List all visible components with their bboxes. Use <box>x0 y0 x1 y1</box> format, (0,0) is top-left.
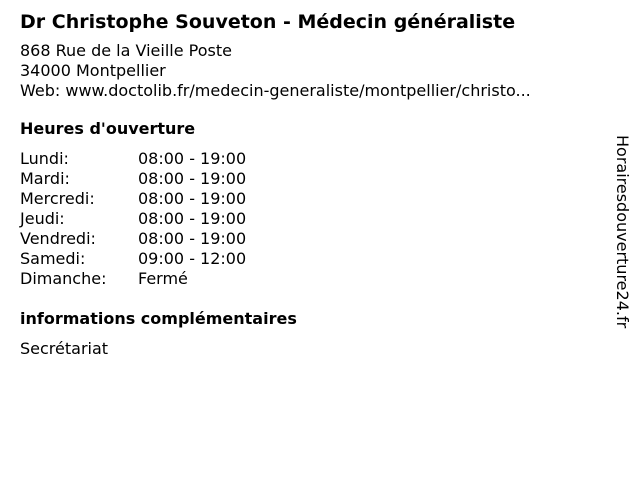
hours-row-monday <box>20 149 600 169</box>
hours-value: 08:00 - 19:00 <box>138 189 247 208</box>
hours-value: 08:00 - 19:00 <box>138 229 247 248</box>
day-label: Dimanche: <box>20 269 107 288</box>
day-label: Lundi: <box>20 149 69 168</box>
day-label: Samedi: <box>20 249 86 268</box>
website-link[interactable]: Web: www.doctolib.fr/medecin-generaliste/montpellier/christo... <box>20 81 531 100</box>
additional-info-text: Secrétariat <box>20 339 109 358</box>
hours-row-thursday <box>20 209 600 229</box>
hours-row-friday <box>20 229 600 249</box>
additional-info-heading: informations complémentaires <box>20 309 297 328</box>
day-label: Mercredi: <box>20 189 95 208</box>
business-card <box>20 9 600 359</box>
site-watermark: Horairesdouverture24.fr <box>613 135 632 329</box>
hours-value: 08:00 - 19:00 <box>138 209 247 228</box>
hours-value: 08:00 - 19:00 <box>138 169 247 188</box>
address-city: 34000 Montpellier <box>20 61 166 80</box>
day-label: Jeudi: <box>20 209 65 228</box>
opening-hours-table <box>20 149 600 289</box>
opening-hours-heading: Heures d'ouverture <box>20 119 196 138</box>
hours-value: 09:00 - 12:00 <box>138 249 247 268</box>
day-label: Vendredi: <box>20 229 96 248</box>
hours-row-saturday <box>20 249 600 269</box>
hours-value: 08:00 - 19:00 <box>138 149 247 168</box>
day-label: Mardi: <box>20 169 70 188</box>
hours-row-tuesday <box>20 169 600 189</box>
page-title: Dr Christophe Souveton - Médecin généraliste <box>20 11 516 33</box>
hours-row-wednesday <box>20 189 600 209</box>
hours-value: Fermé <box>138 269 188 288</box>
hours-row-sunday <box>20 269 600 289</box>
address-street: 868 Rue de la Vieille Poste <box>20 41 232 60</box>
